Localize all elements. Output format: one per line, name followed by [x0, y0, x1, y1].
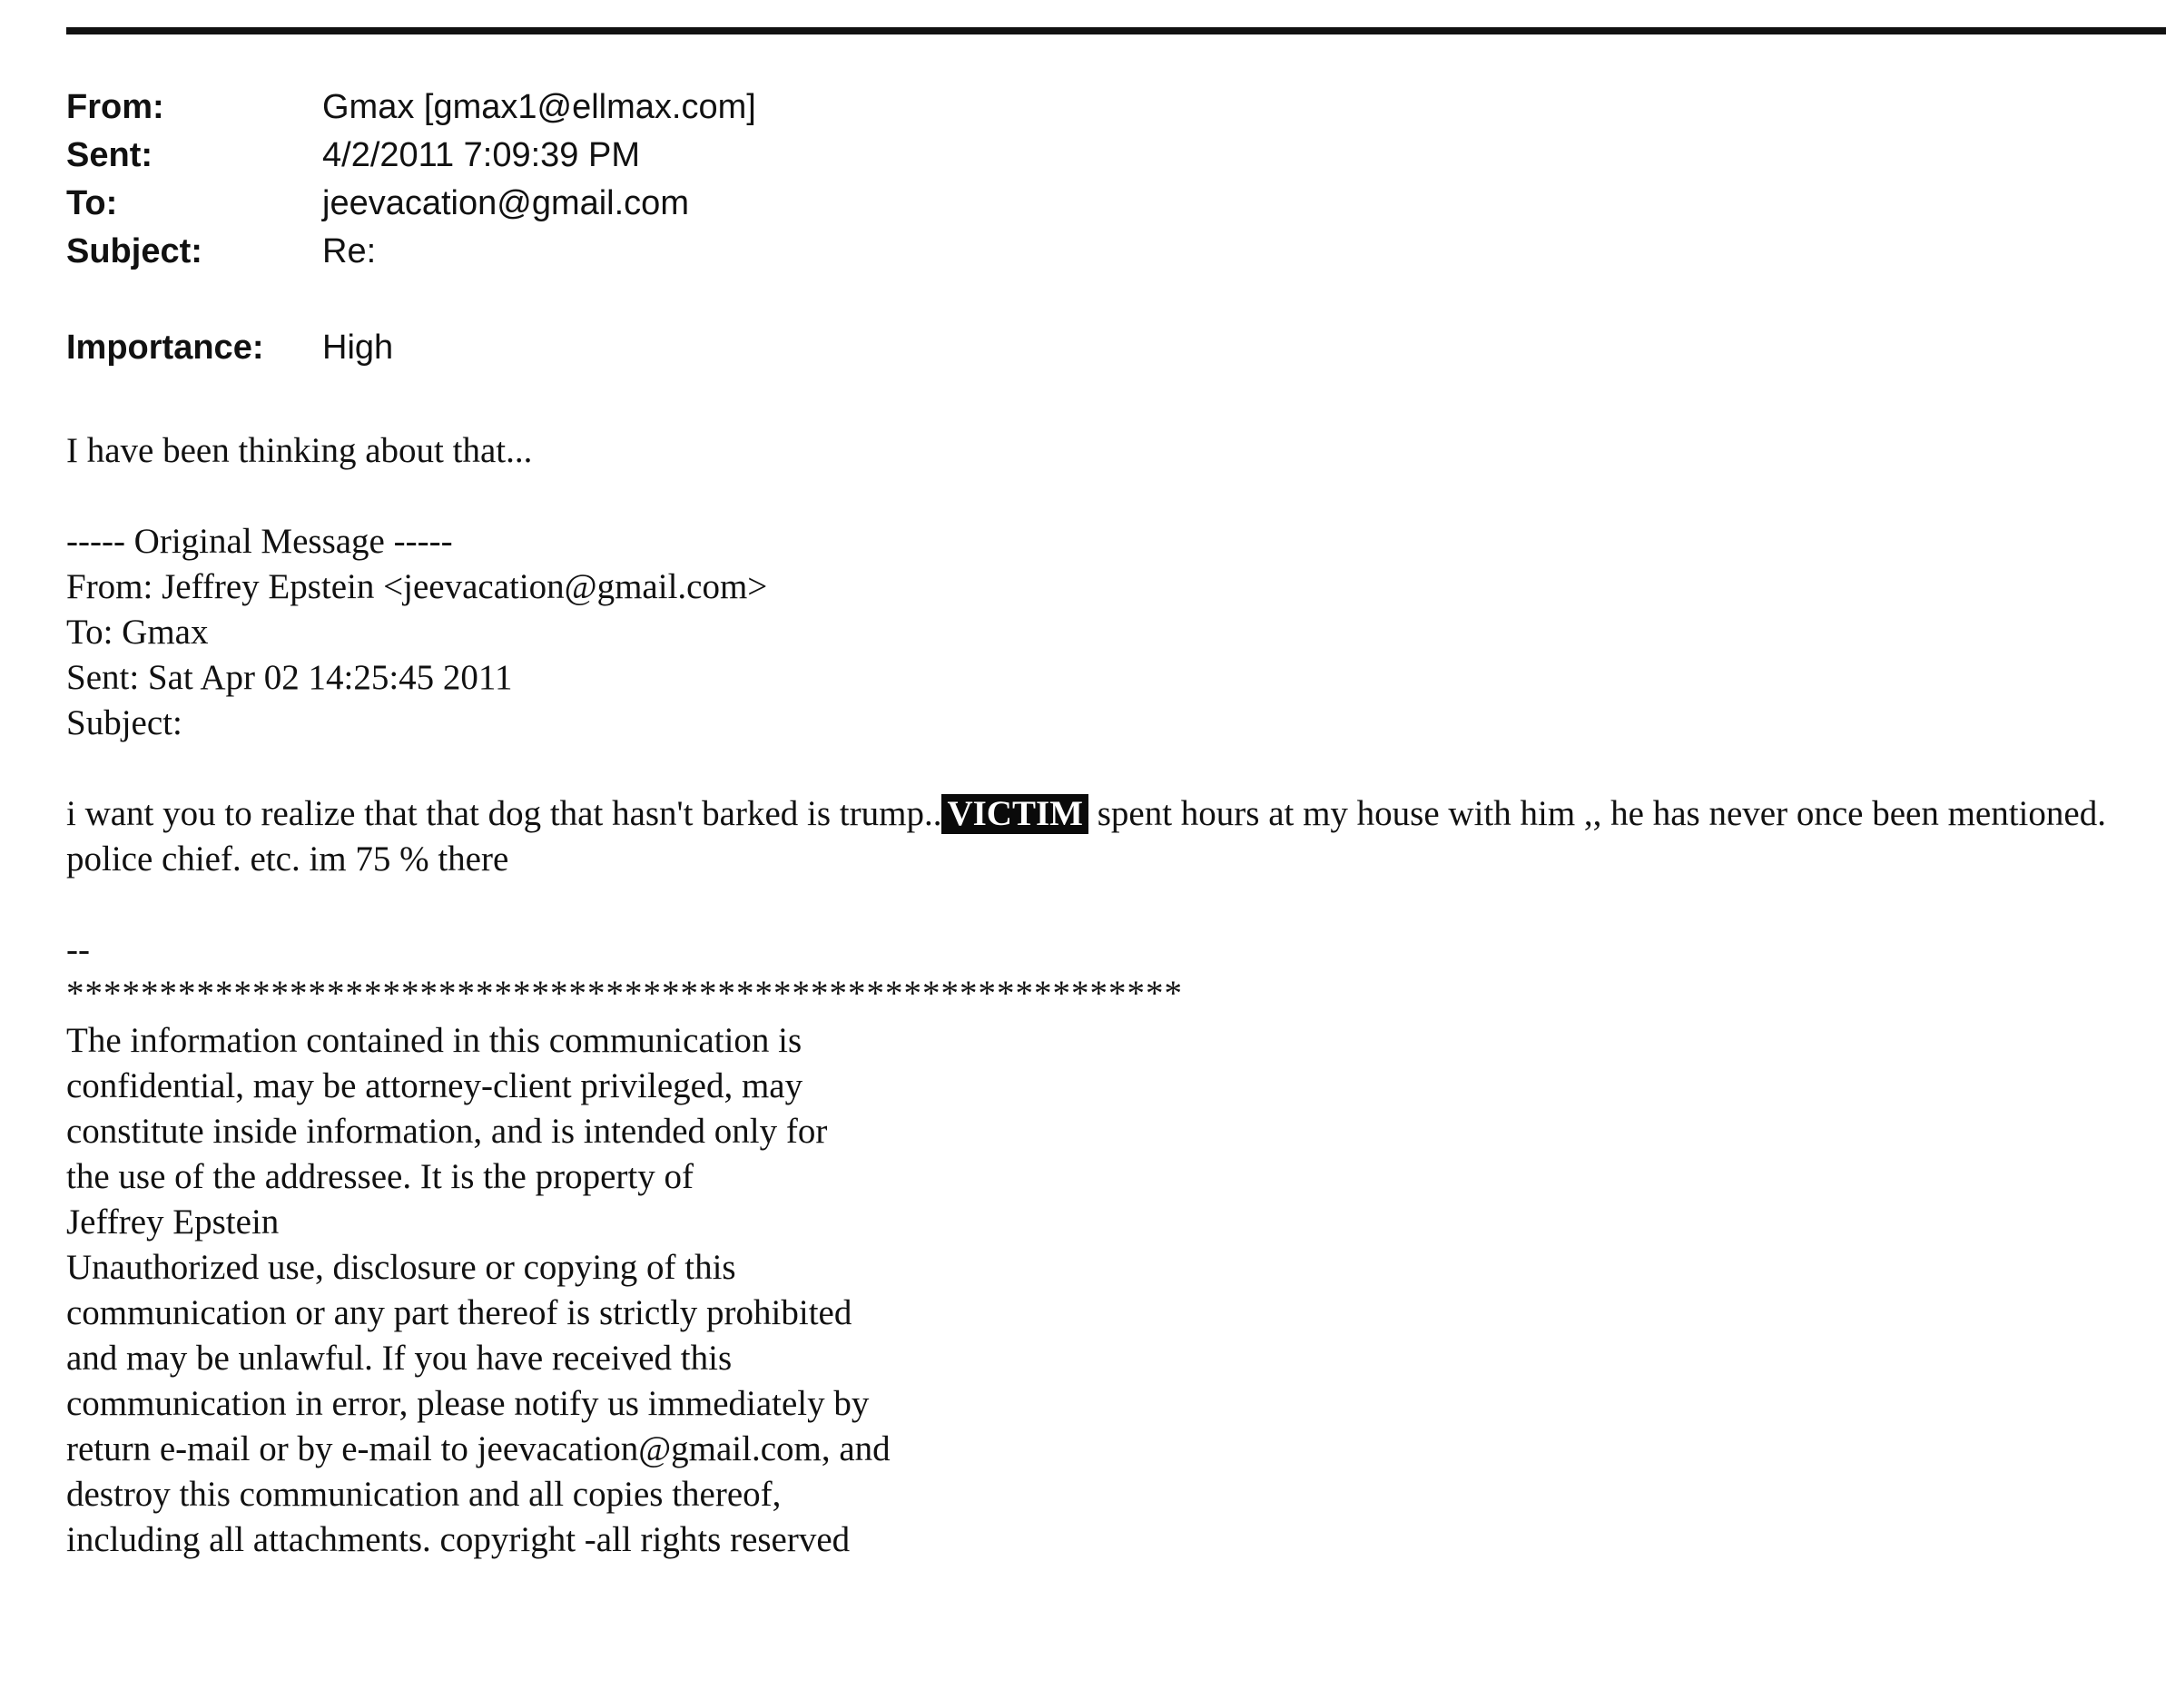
message-text-part1: i want you to realize that that dog that hasn't barked is trump..: [66, 794, 942, 833]
original-to: To: Gmax: [66, 613, 209, 652]
original-message-header: [66, 519, 767, 746]
original-divider: ----- Original Message -----: [66, 522, 453, 561]
header-importance-row: [66, 324, 756, 372]
disclaimer-line: communication or any part thereof is strictly prohibited: [66, 1293, 852, 1332]
reply-text: I have been thinking about that...: [66, 431, 533, 470]
email-header: [66, 83, 756, 372]
header-sent-row: [66, 132, 756, 180]
importance-value: High: [322, 329, 394, 367]
disclaimer-line: Unauthorized use, disclosure or copying of this: [66, 1248, 736, 1287]
disclaimer: [66, 1018, 891, 1563]
sent-value: 4/2/2011 7:09:39 PM: [322, 136, 640, 174]
from-value: Gmax [gmax1@ellmax.com]: [322, 88, 756, 126]
disclaimer-line: and may be unlawful. If you have received this: [66, 1339, 733, 1378]
message-text-part2: spent hours at my house with him ,, he has never once been mentioned. police chief. etc. im 75 % there: [66, 794, 2106, 879]
disclaimer-line: The information contained in this communication is: [66, 1021, 802, 1060]
from-label: From:: [66, 88, 164, 126]
header-subject-row: [66, 228, 756, 276]
to-label: To:: [66, 184, 118, 222]
signature-dashes: --: [66, 930, 90, 969]
original-sent: Sent: Sat Apr 02 14:25:45 2011: [66, 658, 513, 697]
original-from: From: Jeffrey Epstein <jeevacation@gmail.com>: [66, 567, 768, 606]
disclaimer-line: destroy this communication and all copies thereof,: [66, 1475, 782, 1514]
subject-value: Re:: [322, 232, 377, 270]
importance-label: Importance:: [66, 329, 264, 367]
top-rule: [66, 27, 2166, 34]
redaction-box: VICTIM: [941, 794, 1088, 834]
header-from-row: [66, 83, 756, 132]
disclaimer-line: including all attachments. copyright -all rights reserved: [66, 1520, 851, 1559]
disclaimer-line: the use of the addressee. It is the property of: [66, 1157, 694, 1196]
original-message-body: [66, 791, 2154, 882]
header-to-row: [66, 180, 756, 228]
disclaimer-line: Jeffrey Epstein: [66, 1202, 280, 1242]
sent-label: Sent:: [66, 136, 153, 174]
to-value: jeevacation@gmail.com: [322, 184, 689, 222]
subject-label: Subject:: [66, 232, 202, 270]
original-subject: Subject:: [66, 703, 182, 742]
disclaimer-line: communication in error, please notify us immediately by: [66, 1384, 870, 1423]
disclaimer-line: constitute inside information, and is intended only for: [66, 1112, 828, 1151]
disclaimer-line: confidential, may be attorney-client privileged, may: [66, 1066, 803, 1105]
signature-stars: ************************************************************: [66, 974, 1183, 1013]
disclaimer-line: return e-mail or by e-mail to jeevacation@gmail.com, and: [66, 1429, 891, 1468]
